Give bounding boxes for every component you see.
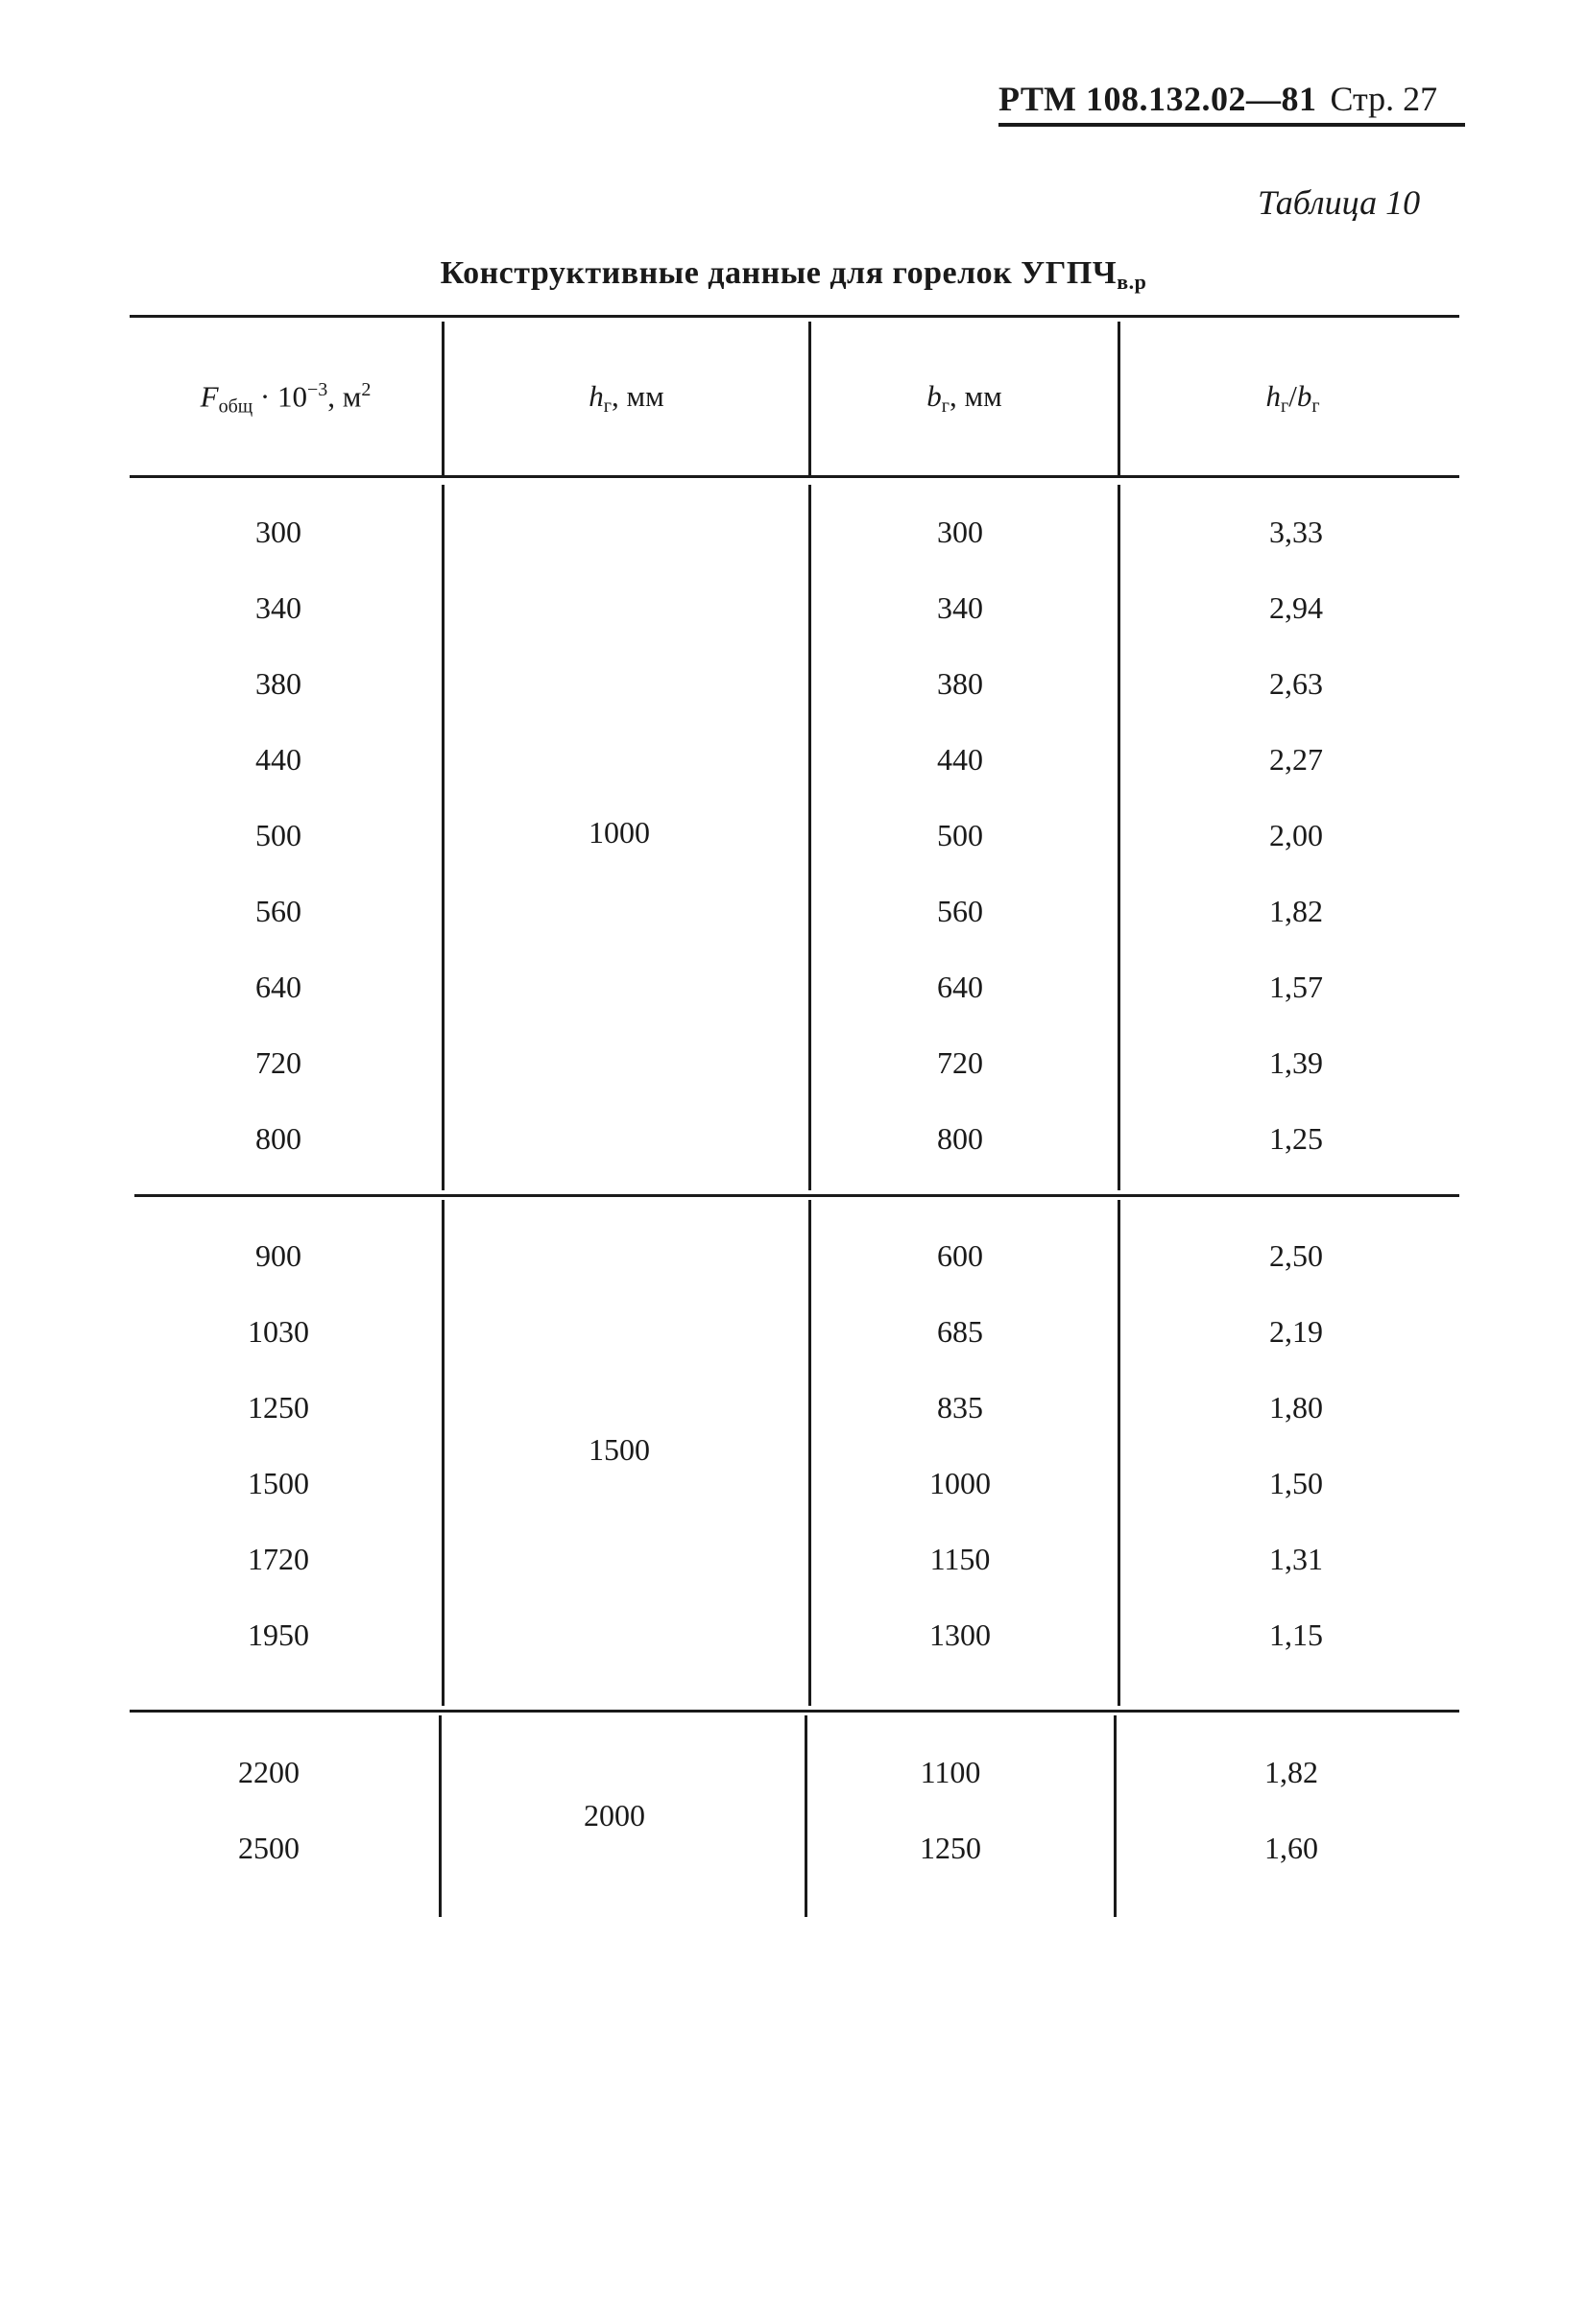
column-divider (808, 322, 811, 475)
header-rule (998, 123, 1465, 127)
group-height-value: 1500 (589, 1432, 650, 1467)
area-value: 500 (255, 818, 301, 852)
column-header-area: $F_{общ} \cdot 10^{-3}$, $м^2$ (200, 379, 372, 418)
ratio-value: 3,33 (1269, 515, 1323, 549)
ratio-value: 1,25 (1269, 1121, 1323, 1156)
width-value: 1000 (929, 1466, 991, 1500)
area-value: 560 (255, 894, 301, 928)
width-value: 800 (937, 1121, 983, 1156)
group-divider (134, 1194, 1459, 1197)
ratio-value: 2,94 (1269, 590, 1323, 625)
ratio-value: 1,57 (1269, 970, 1323, 1004)
area-value: 2200 (238, 1755, 300, 1789)
area-value: 900 (255, 1238, 301, 1273)
area-value: 300 (255, 515, 301, 549)
area-value: 800 (255, 1121, 301, 1156)
area-value: 1030 (248, 1314, 309, 1349)
table-top-rule (130, 315, 1459, 318)
column-divider (442, 485, 445, 1190)
area-value: 1250 (248, 1390, 309, 1425)
column-divider (442, 1200, 445, 1706)
width-value: 340 (937, 590, 983, 625)
ratio-value: 2,50 (1269, 1238, 1323, 1273)
column-divider (442, 322, 445, 475)
width-value: 685 (937, 1314, 983, 1349)
width-value: 500 (937, 818, 983, 852)
ratio-value: 1,50 (1269, 1466, 1323, 1500)
width-value: 560 (937, 894, 983, 928)
area-value: 2500 (238, 1831, 300, 1865)
table-title (0, 255, 1587, 295)
column-divider (439, 1715, 442, 1917)
column-divider (805, 1715, 807, 1917)
area-value: 340 (255, 590, 301, 625)
ratio-value: 1,60 (1264, 1831, 1318, 1865)
width-value: 1250 (920, 1831, 981, 1865)
area-value: 1500 (248, 1466, 309, 1500)
ratio-value: 1,15 (1269, 1617, 1323, 1652)
width-value: 835 (937, 1390, 983, 1425)
ratio-value: 1,31 (1269, 1542, 1323, 1576)
width-value: 380 (937, 666, 983, 701)
column-header-height: $h_г$, мм (589, 379, 664, 417)
area-value: 720 (255, 1045, 301, 1080)
width-value: 1100 (920, 1755, 981, 1789)
area-value: 380 (255, 666, 301, 701)
column-header-width: $b_г$, мм (926, 379, 1002, 417)
area-value: 1720 (248, 1542, 309, 1576)
ratio-value: 1,82 (1269, 894, 1323, 928)
width-value: 600 (937, 1238, 983, 1273)
ratio-value: 2,27 (1269, 742, 1323, 777)
width-value: 1300 (929, 1617, 991, 1652)
area-value: 440 (255, 742, 301, 777)
ratio-value: 1,39 (1269, 1045, 1323, 1080)
column-divider (1118, 1200, 1120, 1706)
width-value: 640 (937, 970, 983, 1004)
group-height-value: 1000 (589, 815, 650, 850)
ratio-value: 2,19 (1269, 1314, 1323, 1349)
table-title-subscript: в.р (1117, 270, 1147, 294)
page-number: Стр. 27 (1330, 80, 1438, 118)
table-title-main: Конструктивные данные для горелок УГПЧ (440, 255, 1118, 291)
column-divider (808, 485, 811, 1190)
column-divider (808, 1200, 811, 1706)
document-code: РТМ 108.132.02—81 (998, 80, 1317, 118)
ratio-value: 2,00 (1269, 818, 1323, 852)
area-value: 640 (255, 970, 301, 1004)
area-value: 1950 (248, 1617, 309, 1652)
column-divider (1118, 322, 1120, 475)
ratio-value: 1,82 (1264, 1755, 1318, 1789)
width-value: 720 (937, 1045, 983, 1080)
width-value: 440 (937, 742, 983, 777)
group-divider (130, 1710, 1459, 1713)
ratio-value: 1,80 (1269, 1390, 1323, 1425)
header-bottom-rule (130, 475, 1459, 478)
width-value: 300 (937, 515, 983, 549)
column-divider (1118, 485, 1120, 1190)
column-divider (1114, 1715, 1117, 1917)
page-header (998, 79, 1459, 127)
width-value: 1150 (929, 1542, 991, 1576)
table-label: Таблица 10 (1258, 183, 1421, 222)
group-height-value: 2000 (584, 1798, 645, 1833)
ratio-value: 2,63 (1269, 666, 1323, 701)
column-header-ratio: $h_г/b_г$ (1265, 379, 1320, 417)
